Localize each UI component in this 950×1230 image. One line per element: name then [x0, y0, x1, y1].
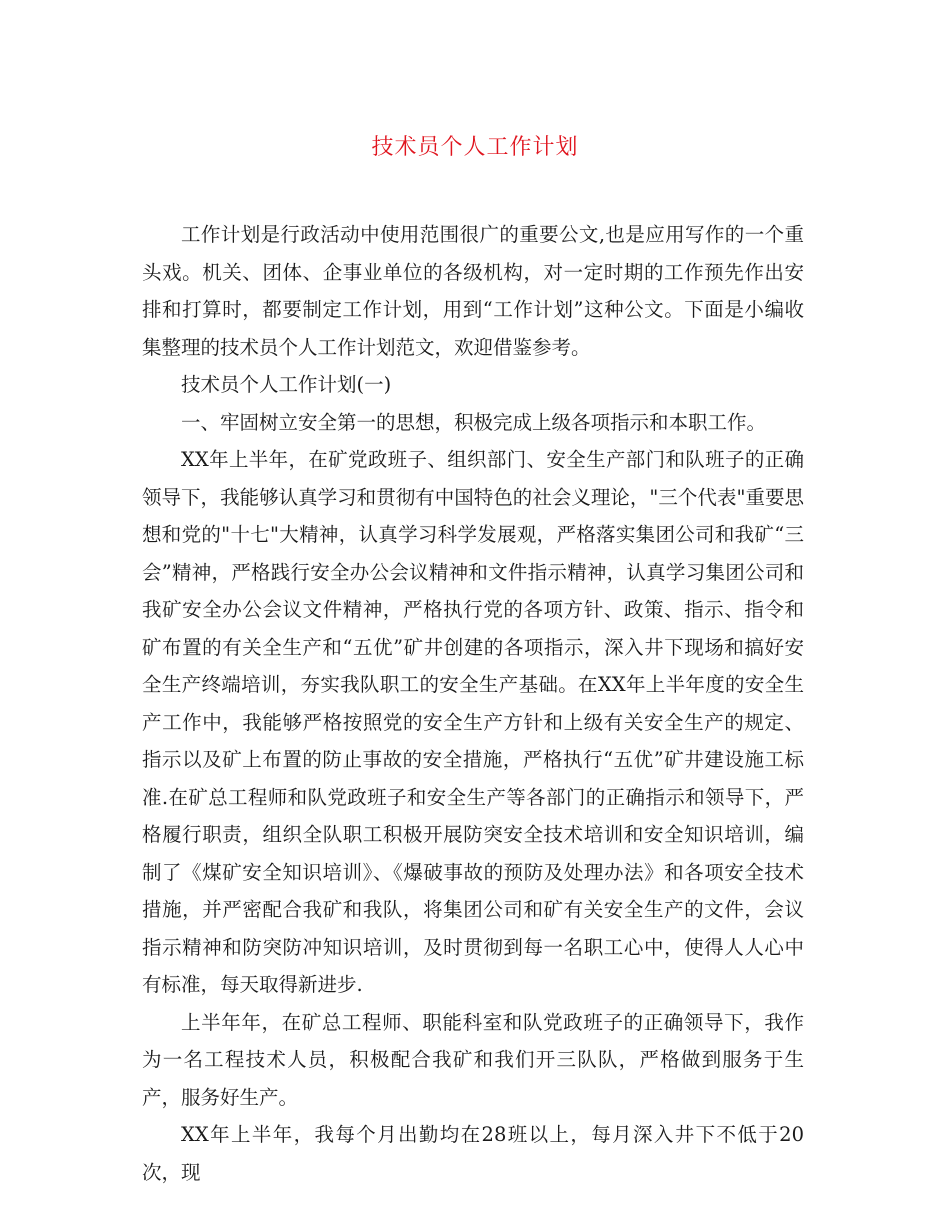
document-title: 技术员个人工作计划 [371, 135, 579, 160]
paragraph-intro: 工作计划是行政活动中使用范围很广的重要公文,也是应用写作的一个重头戏。机关、团体、企事业单位的各级机构，对一定时期的工作预先作出安排和打算时，都要制定工作计划，用到“工作计划”这种公文。下面是小编收集整理的技术员个人工作计划范文，欢迎借鉴参考。 [142, 223, 804, 359]
paragraph-attendance: XX年上半年，我每个月出勤均在28班以上，每月深入井下不低于20次，现 [142, 1123, 804, 1184]
paragraph-section-heading: 技术员个人工作计划(一) [181, 373, 392, 396]
document-body [142, 216, 804, 1191]
paragraph-service: 上半年年，在矿总工程师、职能科室和队党政班子的正确领导下，我作为一名工程技术人员，积极配合我矿和我们开三队队，严格做到服务于生产，服务好生产。 [142, 1010, 804, 1109]
paragraph-point-one: 一、牢固树立安全第一的思想，积极完成上级各项指示和本职工作。 [181, 410, 767, 434]
paragraph-safety-work: XX年上半年，在矿党政班子、组织部门、安全生产部门和队班子的正确领导下，我能够认真学习和贯彻有中国特色的社会义理论，"三个代表"重要思想和党的"十七"大精神，认真学习科学发展观，严格落实集团公司和我矿“三会”精神，严格践行安全办公会议精神和文件指示精神，认真学习集团公司和我矿安全办公会议文件精神，严格执行党的各项方针、政策、指示、指令和矿布置的有关全生产和“五优”矿井创建的各项指示，深入井下现场和搞好安全生产终端培训，夯实我队职工的安全生产基础。在XX年上半年度的安全生产工作中，我能够严格按照党的安全生产方针和上级有关安全生产的规定、指示以及矿上布置的防止事故的安全措施，严格执行“五优”矿井建设施工标准.在矿总工程师和队党政班子和安全生产等各部门的正确指示和领导下，严格履行职责，组织全队职工积极开展防突安全技术培训和安全知识培训，编制了《煤矿安全知识培训》、《爆破事故的预防及处理办法》和各项安全技术措施，并严密配合我矿和我队，将集团公司和矿有关安全生产的文件，会议指示精神和防突防冲知识培训，及时贯彻到每一名职工心中，使得人人心中有标准，每天取得新进步. [142, 448, 804, 996]
